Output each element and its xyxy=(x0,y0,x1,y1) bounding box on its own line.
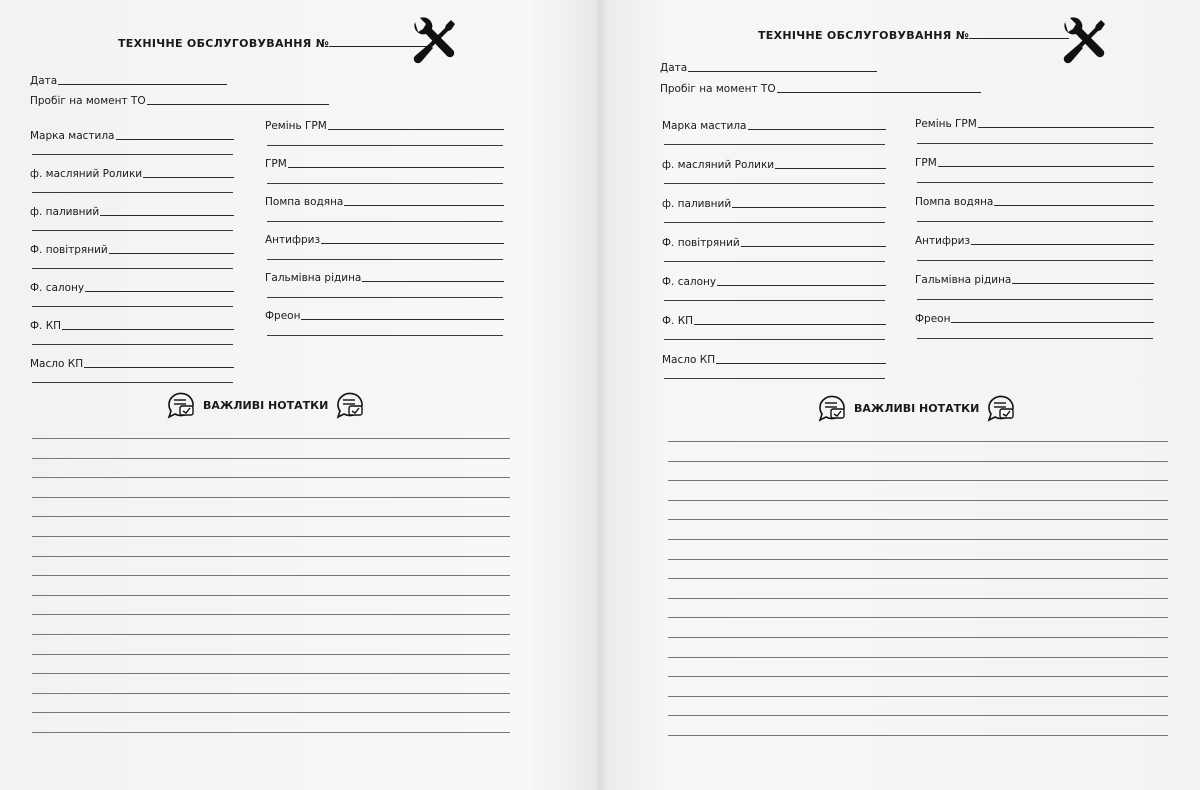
left-field-7-line[interactable] xyxy=(716,362,886,364)
mileage-field[interactable] xyxy=(660,83,981,95)
left-field-3-line[interactable] xyxy=(100,214,234,216)
left-field-6-line[interactable] xyxy=(694,323,886,325)
left-field-extra-line[interactable] xyxy=(664,300,885,301)
right-field-extra-line[interactable] xyxy=(917,182,1153,183)
left-field-4[interactable] xyxy=(30,244,234,256)
note-line[interactable] xyxy=(668,657,1168,658)
left-field-4-line[interactable] xyxy=(741,245,886,247)
right-field-extra-line[interactable] xyxy=(267,221,503,222)
left-field-4[interactable] xyxy=(662,237,886,249)
right-field-1-line[interactable] xyxy=(978,126,1154,128)
note-line[interactable] xyxy=(32,556,510,557)
note-line[interactable] xyxy=(32,575,510,576)
left-field-2-label: ф. масляний Ролики xyxy=(662,159,775,171)
note-line[interactable] xyxy=(32,614,510,615)
left-field-6-line[interactable] xyxy=(62,328,234,330)
left-field-1-label: Марка мастила xyxy=(30,130,115,142)
left-field-extra-line[interactable] xyxy=(664,144,885,145)
right-field-3-line[interactable] xyxy=(994,204,1154,206)
chat-bubble-icon xyxy=(165,388,197,423)
left-field-3[interactable] xyxy=(662,198,886,210)
left-field-1[interactable] xyxy=(662,120,886,132)
page-title xyxy=(118,36,429,50)
note-line[interactable] xyxy=(32,477,510,478)
date-field-label: Дата xyxy=(660,62,688,74)
note-line[interactable] xyxy=(32,732,510,733)
note-line[interactable] xyxy=(668,617,1168,618)
right-field-extra-line[interactable] xyxy=(267,145,503,146)
left-field-3-label: ф. паливний xyxy=(30,206,100,218)
right-field-3[interactable] xyxy=(265,196,504,208)
left-field-3-label: ф. паливний xyxy=(662,198,732,210)
right-field-6-label: Фреон xyxy=(265,310,301,322)
right-field-3-line[interactable] xyxy=(344,204,504,206)
right-field-1-label: Ремінь ГРМ xyxy=(265,120,327,132)
left-field-1-line[interactable] xyxy=(748,128,887,130)
note-line[interactable] xyxy=(32,458,510,459)
date-field[interactable] xyxy=(30,75,227,87)
left-field-2[interactable] xyxy=(662,159,886,171)
right-page xyxy=(600,0,1200,790)
left-field-extra-line[interactable] xyxy=(32,230,233,231)
right-field-1-label: Ремінь ГРМ xyxy=(915,118,977,130)
right-field-extra-line[interactable] xyxy=(267,259,503,260)
note-line[interactable] xyxy=(668,461,1168,462)
left-field-extra-line[interactable] xyxy=(664,183,885,184)
note-line[interactable] xyxy=(32,693,510,694)
right-field-2-line[interactable] xyxy=(288,166,504,168)
note-line[interactable] xyxy=(668,637,1168,638)
note-line[interactable] xyxy=(32,536,510,537)
left-field-1-label: Марка мастила xyxy=(662,120,747,132)
left-field-5[interactable] xyxy=(662,276,886,288)
right-field-2-label: ГРМ xyxy=(915,157,937,169)
note-line[interactable] xyxy=(668,696,1168,697)
left-field-3[interactable] xyxy=(30,206,234,218)
left-field-7[interactable] xyxy=(662,354,886,366)
chat-bubble-icon xyxy=(816,391,848,426)
left-field-6-label: Ф. КП xyxy=(30,320,62,332)
left-field-1[interactable] xyxy=(30,130,234,142)
right-field-extra-line[interactable] xyxy=(917,338,1153,339)
right-field-extra-line[interactable] xyxy=(267,183,503,184)
right-field-5-line[interactable] xyxy=(1012,282,1154,284)
left-field-5[interactable] xyxy=(30,282,234,294)
right-field-extra-line[interactable] xyxy=(917,299,1153,300)
right-field-4[interactable] xyxy=(265,234,504,246)
notes-label: ВАЖЛИВІ НОТАТКИ xyxy=(854,402,980,415)
right-field-1-line[interactable] xyxy=(328,128,504,130)
right-field-1[interactable] xyxy=(265,120,504,132)
chat-bubble-icon xyxy=(985,391,1017,426)
left-field-2-line[interactable] xyxy=(775,167,886,169)
note-line[interactable] xyxy=(668,539,1168,540)
note-line[interactable] xyxy=(668,559,1168,560)
right-field-6[interactable] xyxy=(915,313,1154,325)
left-field-6-label: Ф. КП xyxy=(662,315,694,327)
right-field-1[interactable] xyxy=(915,118,1154,130)
note-line[interactable] xyxy=(32,438,510,439)
note-line[interactable] xyxy=(668,735,1168,736)
right-field-extra-line[interactable] xyxy=(917,221,1153,222)
left-field-6[interactable] xyxy=(30,320,234,332)
left-field-2-label: ф. масляний Ролики xyxy=(30,168,143,180)
left-field-4-label: Ф. повітряний xyxy=(30,244,108,256)
title-text: ТЕХНІЧНЕ ОБСЛУГОВУВАННЯ № xyxy=(118,37,330,50)
notes-label: ВАЖЛИВІ НОТАТКИ xyxy=(203,399,329,412)
notes-heading xyxy=(165,388,366,423)
note-line[interactable] xyxy=(32,654,510,655)
note-line[interactable] xyxy=(668,441,1168,442)
left-field-2[interactable] xyxy=(30,168,234,180)
right-field-4-label: Антифриз xyxy=(265,234,321,246)
left-field-extra-line[interactable] xyxy=(664,261,885,262)
mileage-field-label: Пробіг на момент ТО xyxy=(660,83,776,95)
left-field-6[interactable] xyxy=(662,315,886,327)
right-field-5[interactable] xyxy=(915,274,1154,286)
note-line[interactable] xyxy=(32,673,510,674)
note-line[interactable] xyxy=(32,634,510,635)
date-field-line[interactable] xyxy=(58,83,227,85)
note-line[interactable] xyxy=(32,712,510,713)
left-field-5-line[interactable] xyxy=(85,290,234,292)
note-line[interactable] xyxy=(668,715,1168,716)
note-line[interactable] xyxy=(668,500,1168,501)
note-line[interactable] xyxy=(32,516,510,517)
right-field-2[interactable] xyxy=(915,157,1154,169)
left-field-5-label: Ф. салону xyxy=(30,282,85,294)
right-field-6-line[interactable] xyxy=(951,321,1154,323)
left-field-extra-line[interactable] xyxy=(32,382,233,383)
note-line[interactable] xyxy=(668,676,1168,677)
mileage-field-label: Пробіг на момент ТО xyxy=(30,95,146,107)
right-field-4-line[interactable] xyxy=(971,243,1154,245)
right-field-4-label: Антифриз xyxy=(915,235,971,247)
mileage-field[interactable] xyxy=(30,95,329,107)
right-field-2-line[interactable] xyxy=(938,165,1154,167)
date-field-label: Дата xyxy=(30,75,58,87)
date-field[interactable] xyxy=(660,62,877,74)
right-field-2[interactable] xyxy=(265,158,504,170)
right-field-5-label: Гальмівна рідина xyxy=(915,274,1012,286)
date-field-line[interactable] xyxy=(688,70,877,72)
right-field-3-label: Помпа водяна xyxy=(915,196,994,208)
title-text: ТЕХНІЧНЕ ОБСЛУГОВУВАННЯ № xyxy=(758,29,970,42)
right-field-5[interactable] xyxy=(265,272,504,284)
chat-bubble-icon xyxy=(334,388,366,423)
left-field-extra-line[interactable] xyxy=(664,339,885,340)
note-line[interactable] xyxy=(668,519,1168,520)
left-field-4-line[interactable] xyxy=(109,252,234,254)
note-line[interactable] xyxy=(668,598,1168,599)
left-field-1-line[interactable] xyxy=(116,138,235,140)
left-field-extra-line[interactable] xyxy=(32,344,233,345)
left-field-7-label: Масло КП xyxy=(30,358,84,370)
right-field-extra-line[interactable] xyxy=(917,143,1153,144)
right-field-extra-line[interactable] xyxy=(267,335,503,336)
left-field-7[interactable] xyxy=(30,358,234,370)
note-line[interactable] xyxy=(32,497,510,498)
note-line[interactable] xyxy=(668,480,1168,481)
left-field-extra-line[interactable] xyxy=(32,154,233,155)
left-field-extra-line[interactable] xyxy=(664,378,885,379)
left-field-3-line[interactable] xyxy=(732,206,886,208)
left-field-extra-line[interactable] xyxy=(32,192,233,193)
right-field-6-line[interactable] xyxy=(301,318,504,320)
right-field-4[interactable] xyxy=(915,235,1154,247)
note-line[interactable] xyxy=(668,578,1168,579)
right-field-3-label: Помпа водяна xyxy=(265,196,344,208)
right-field-extra-line[interactable] xyxy=(917,260,1153,261)
left-field-2-line[interactable] xyxy=(143,176,234,178)
right-field-extra-line[interactable] xyxy=(267,297,503,298)
mileage-field-line[interactable] xyxy=(147,103,329,105)
mileage-field-line[interactable] xyxy=(777,91,981,93)
left-field-extra-line[interactable] xyxy=(32,268,233,269)
left-field-7-label: Масло КП xyxy=(662,354,716,366)
notes-heading xyxy=(816,391,1017,426)
left-field-5-label: Ф. салону xyxy=(662,276,717,288)
right-field-6[interactable] xyxy=(265,310,504,322)
right-field-2-label: ГРМ xyxy=(265,158,287,170)
left-field-5-line[interactable] xyxy=(717,284,886,286)
right-field-5-label: Гальмівна рідина xyxy=(265,272,362,284)
right-field-6-label: Фреон xyxy=(915,313,951,325)
left-field-extra-line[interactable] xyxy=(32,306,233,307)
note-line[interactable] xyxy=(32,595,510,596)
wrench-screwdriver-icon xyxy=(1055,14,1111,70)
page-title xyxy=(758,28,1069,42)
right-field-3[interactable] xyxy=(915,196,1154,208)
wrench-screwdriver-icon xyxy=(405,14,461,70)
right-field-5-line[interactable] xyxy=(362,280,504,282)
left-field-4-label: Ф. повітряний xyxy=(662,237,740,249)
left-field-7-line[interactable] xyxy=(84,366,234,368)
left-field-extra-line[interactable] xyxy=(664,222,885,223)
right-field-4-line[interactable] xyxy=(321,242,504,244)
